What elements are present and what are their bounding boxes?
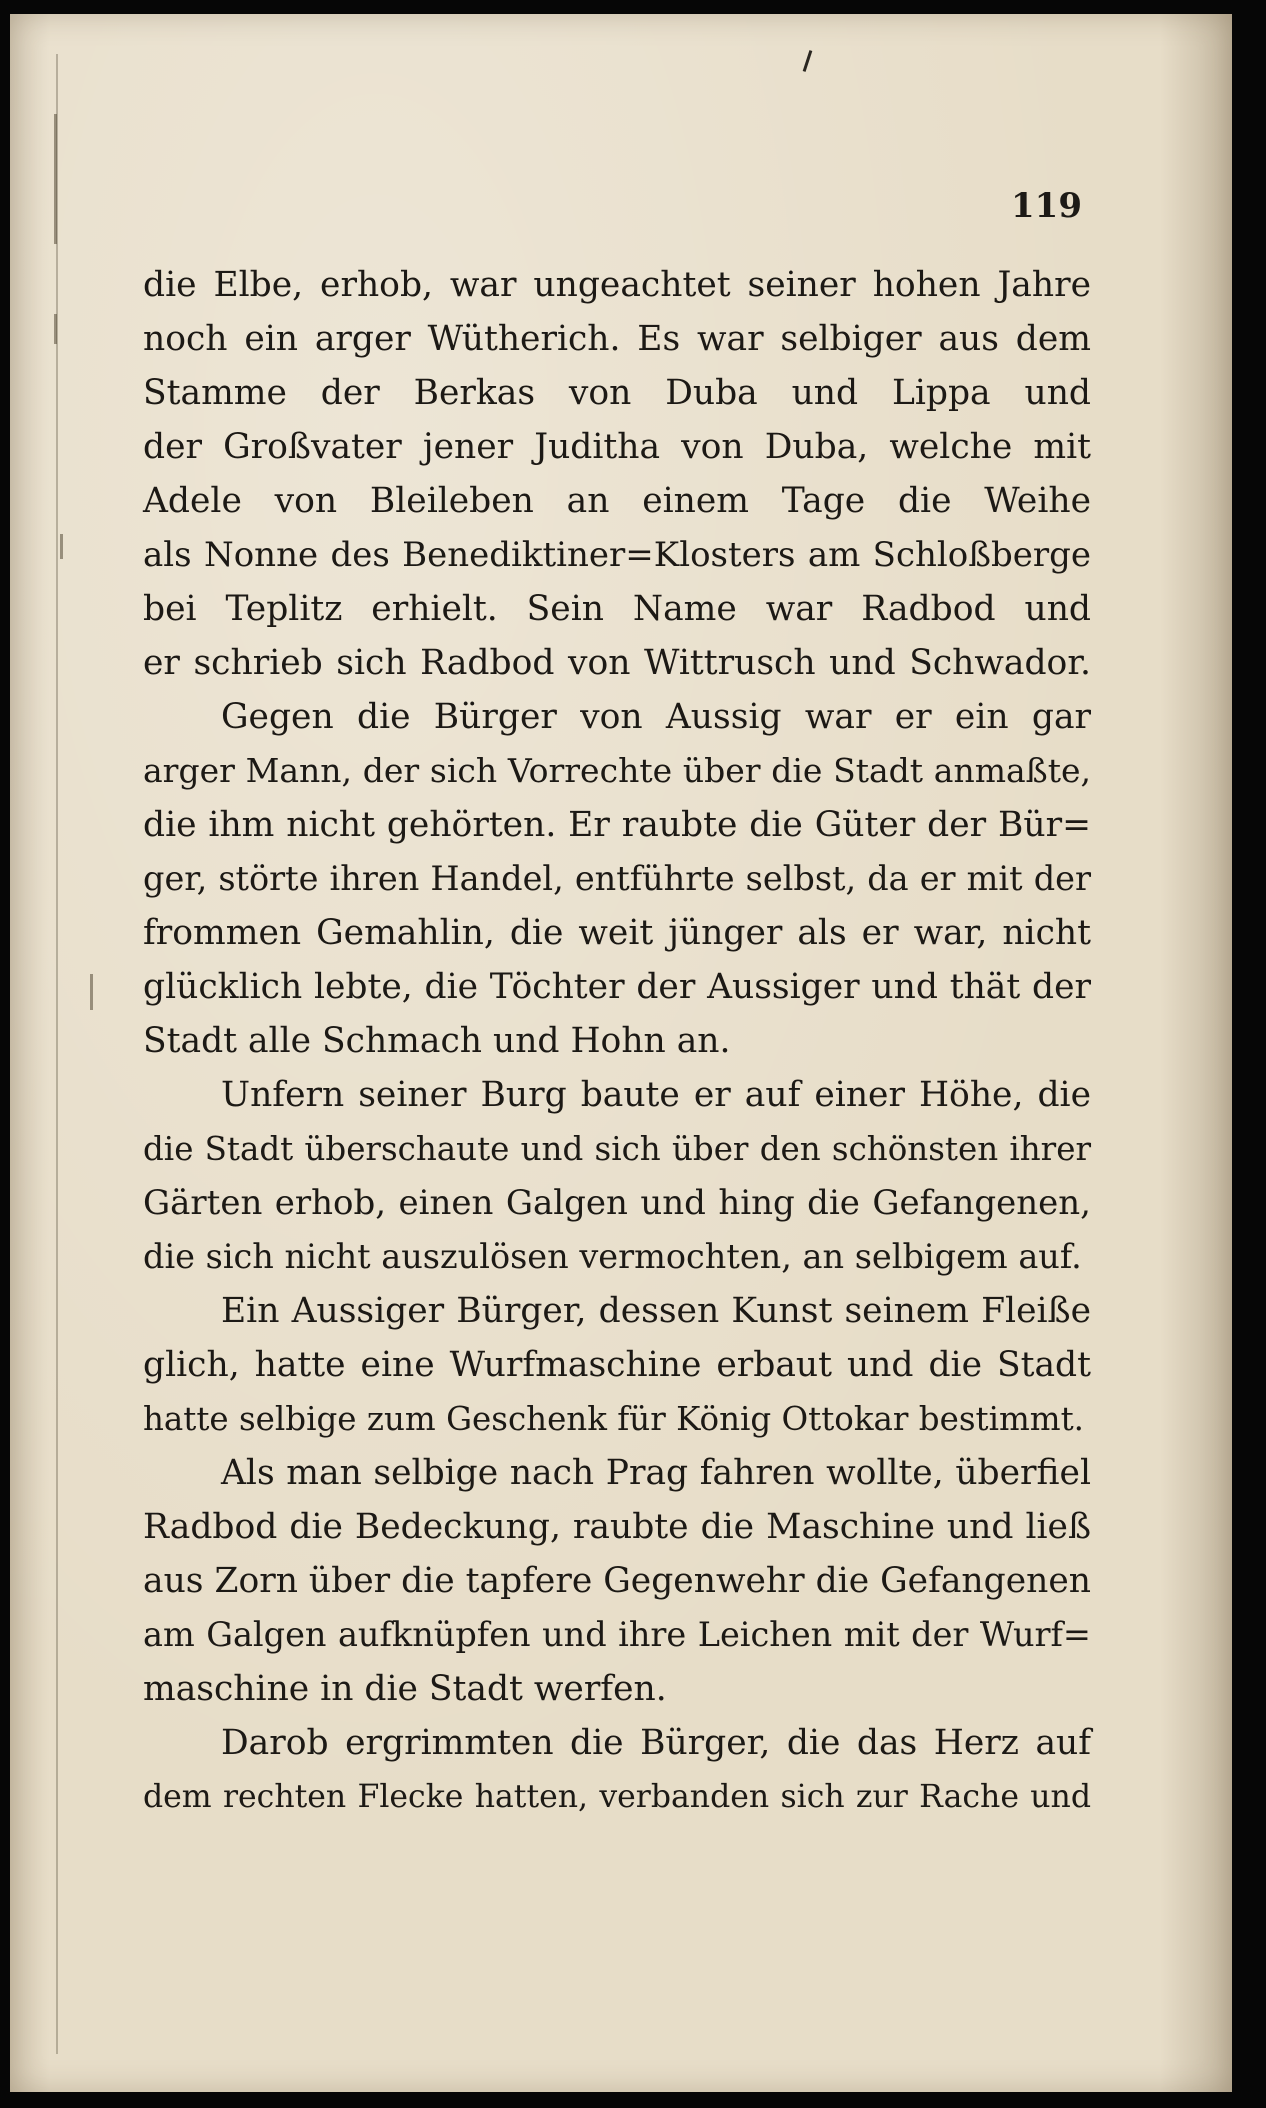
text-line: am Galgen aufknüpfen und ihre Leichen mit der Wurf= (143, 1615, 1091, 1654)
body-text (143, 258, 1091, 1824)
text-line: ger, störte ihren Handel, entführte selbst, da er mit der (143, 859, 1091, 898)
text-line: glücklich lebte, die Töchter der Aussiger und thät der (143, 967, 1091, 1007)
text-line: die ihm nicht gehörten. Er raubte die Güter der Bür= (143, 805, 1091, 845)
text-line: Darob ergrimmten die Bürger, die das Herz auf (221, 1723, 1091, 1763)
text-line: Unfern seiner Burg baute er auf einer Höhe, die (221, 1075, 1091, 1115)
text-line: als Nonne des Benediktiner=Klosters am Schloßberge (143, 535, 1091, 575)
text-line: aus Zorn über die tapfere Gegenwehr die Gefangenen (143, 1561, 1091, 1601)
page-number: 119 (1011, 186, 1082, 226)
margin-mark-2 (54, 314, 57, 344)
text-line: Gegen die Bürger von Aussig war er ein gar (221, 697, 1091, 737)
margin-mark-1 (54, 114, 57, 244)
text-line: dem rechten Flecke hatten, verbanden sich zur Rache und (143, 1779, 1091, 1815)
text-line: Gärten erhob, einen Galgen und hing die Gefangenen, (143, 1183, 1091, 1223)
text-line: hatte selbige zum Geschenk für König Ottokar bestimmt. (143, 1400, 1084, 1438)
text-line: Stamme der Berkas von Duba und Lippa und (143, 373, 1091, 413)
text-line: die Elbe, erhob, war ungeachtet seiner hohen Jahre (143, 265, 1091, 305)
text-line: maschine in die Stadt werfen. (143, 1669, 667, 1709)
text-line: glich, hatte eine Wurfmaschine erbaut und die Stadt (143, 1345, 1091, 1385)
margin-mark-3 (60, 534, 63, 559)
pencil-mark (803, 50, 813, 72)
margin-mark-4 (90, 974, 93, 1010)
book-page (10, 14, 1232, 2092)
binding-shadow-line (56, 54, 58, 2054)
text-line: frommen Gemahlin, die weit jünger als er war, nicht (143, 913, 1091, 953)
text-line: er schrieb sich Radbod von Wittrusch und Schwador. (143, 643, 1091, 683)
text-line: arger Mann, der sich Vorrechte über die Stadt anmaßte, (143, 751, 1091, 790)
text-line: Ein Aussiger Bürger, dessen Kunst seinem Fleiße (221, 1291, 1091, 1331)
text-line: Radbod die Bedeckung, raubte die Maschine und ließ (143, 1507, 1091, 1547)
text-line: der Großvater jener Juditha von Duba, welche mit (143, 427, 1091, 467)
text-line: die Stadt überschaute und sich über den schönsten ihrer (143, 1130, 1091, 1168)
text-line: noch ein arger Wütherich. Es war selbiger aus dem (143, 319, 1091, 359)
text-line: Als man selbige nach Prag fahren wollte, überfiel (221, 1453, 1091, 1493)
text-line: Stadt alle Schmach und Hohn an. (143, 1021, 731, 1061)
text-line: bei Teplitz erhielt. Sein Name war Radbod und (143, 589, 1091, 629)
text-line: die sich nicht auszulösen vermochten, an selbigem auf. (143, 1237, 1082, 1276)
text-line: Adele von Bleileben an einem Tage die Weihe (143, 481, 1091, 521)
